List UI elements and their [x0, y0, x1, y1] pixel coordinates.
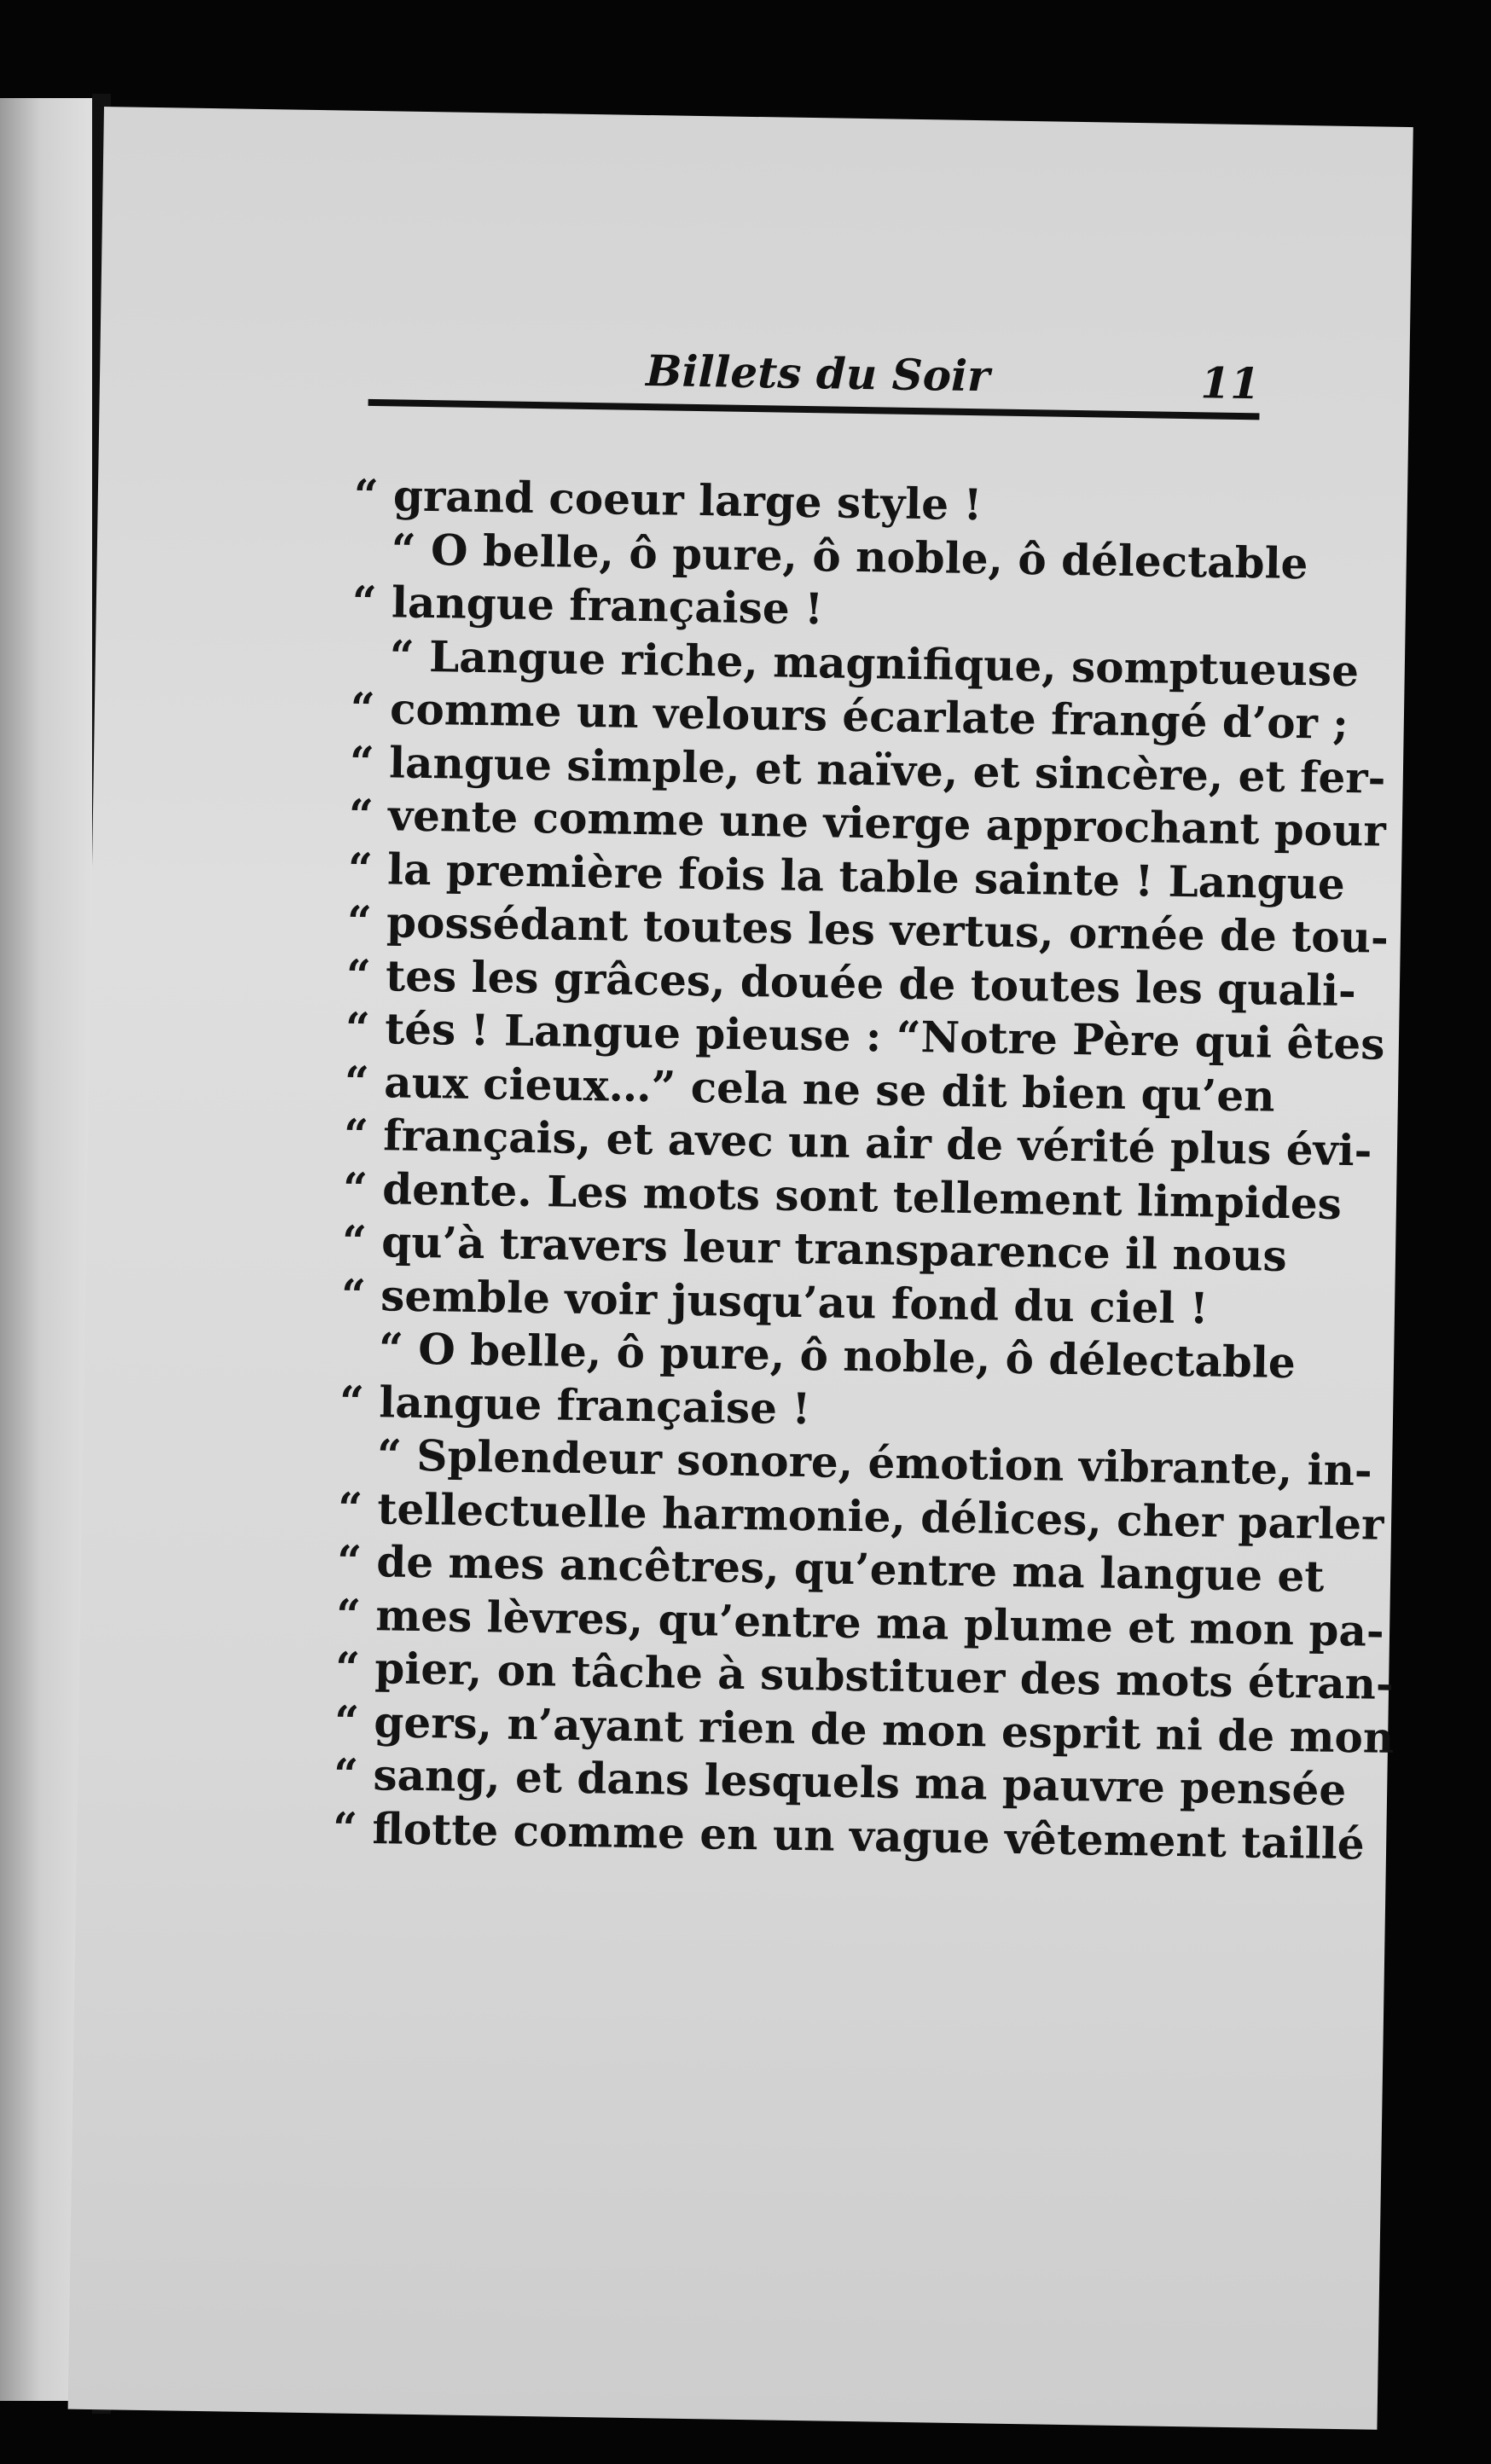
header-rule: [368, 399, 1260, 420]
text-line: “ français, et avec un air de vérité plus évi-: [343, 1109, 1372, 1176]
text-line: “ la première fois la table sainte ! Langue: [347, 843, 1346, 909]
text-line: “ possédant toutes les vertus, ornée de tou-: [346, 896, 1389, 963]
text-line: “ flotte comme en un vague vêtement taillé: [332, 1801, 1366, 1869]
text-line: “ tés ! Langue pieuse : “Notre Père qui êtes: [345, 1002, 1385, 1070]
text-line: “ mes lèvres, qu’entre ma plume et mon pa-: [335, 1588, 1385, 1656]
book-page: [68, 107, 1413, 2430]
text-line: “ langue simple, et naïve, et sincère, et fer-: [349, 736, 1386, 803]
text-line: “ Langue riche, magnifique, somptueuse: [389, 629, 1360, 696]
text-line: “ pier, on tâche à substituer des mots étran-: [334, 1642, 1395, 1709]
text-line: “ O belle, ô pure, ô noble, ô délectable: [378, 1323, 1297, 1389]
text-line: “ semble voir jusqu’au fond du ciel !: [340, 1269, 1210, 1334]
text-line: “ aux cieux…” cela ne se dit bien qu’en: [344, 1056, 1275, 1122]
text-line: “ comme un velours écarlate frangé d’or ;: [350, 682, 1349, 749]
text-line: “ dente. Les mots sont tellement limpides: [342, 1162, 1343, 1229]
text-line: “ tellectuelle harmonie, délices, cher parler: [337, 1482, 1384, 1550]
text-line: “ grand coeur large style !: [353, 469, 983, 530]
text-line: “ vente comme une vierge approchant pour: [348, 789, 1387, 856]
text-line: “ qu’à travers leur transparence il nous: [341, 1215, 1288, 1281]
text-line: “ langue française !: [351, 576, 824, 635]
running-title: Billets du Soir: [645, 345, 990, 402]
page-header: [368, 341, 1261, 415]
text-line: “ langue française !: [339, 1376, 811, 1434]
page-number: 11: [1200, 357, 1261, 409]
body-text: [332, 469, 1395, 1869]
text-line: “ Splendeur sonore, émotion vibrante, in-: [376, 1429, 1373, 1496]
text-line: “ gers, n’ayant rien de mon esprit ni de mon: [334, 1695, 1395, 1763]
text-line: “ O belle, ô pure, ô noble, ô délectable: [391, 523, 1308, 588]
text-line: “ sang, et dans lesquels ma pauvre pensée: [333, 1748, 1347, 1816]
text-line: “ de mes ancêtres, qu’entre ma langue et: [336, 1535, 1325, 1602]
text-line: “ tes les grâces, douée de toutes les quali-: [345, 949, 1357, 1016]
